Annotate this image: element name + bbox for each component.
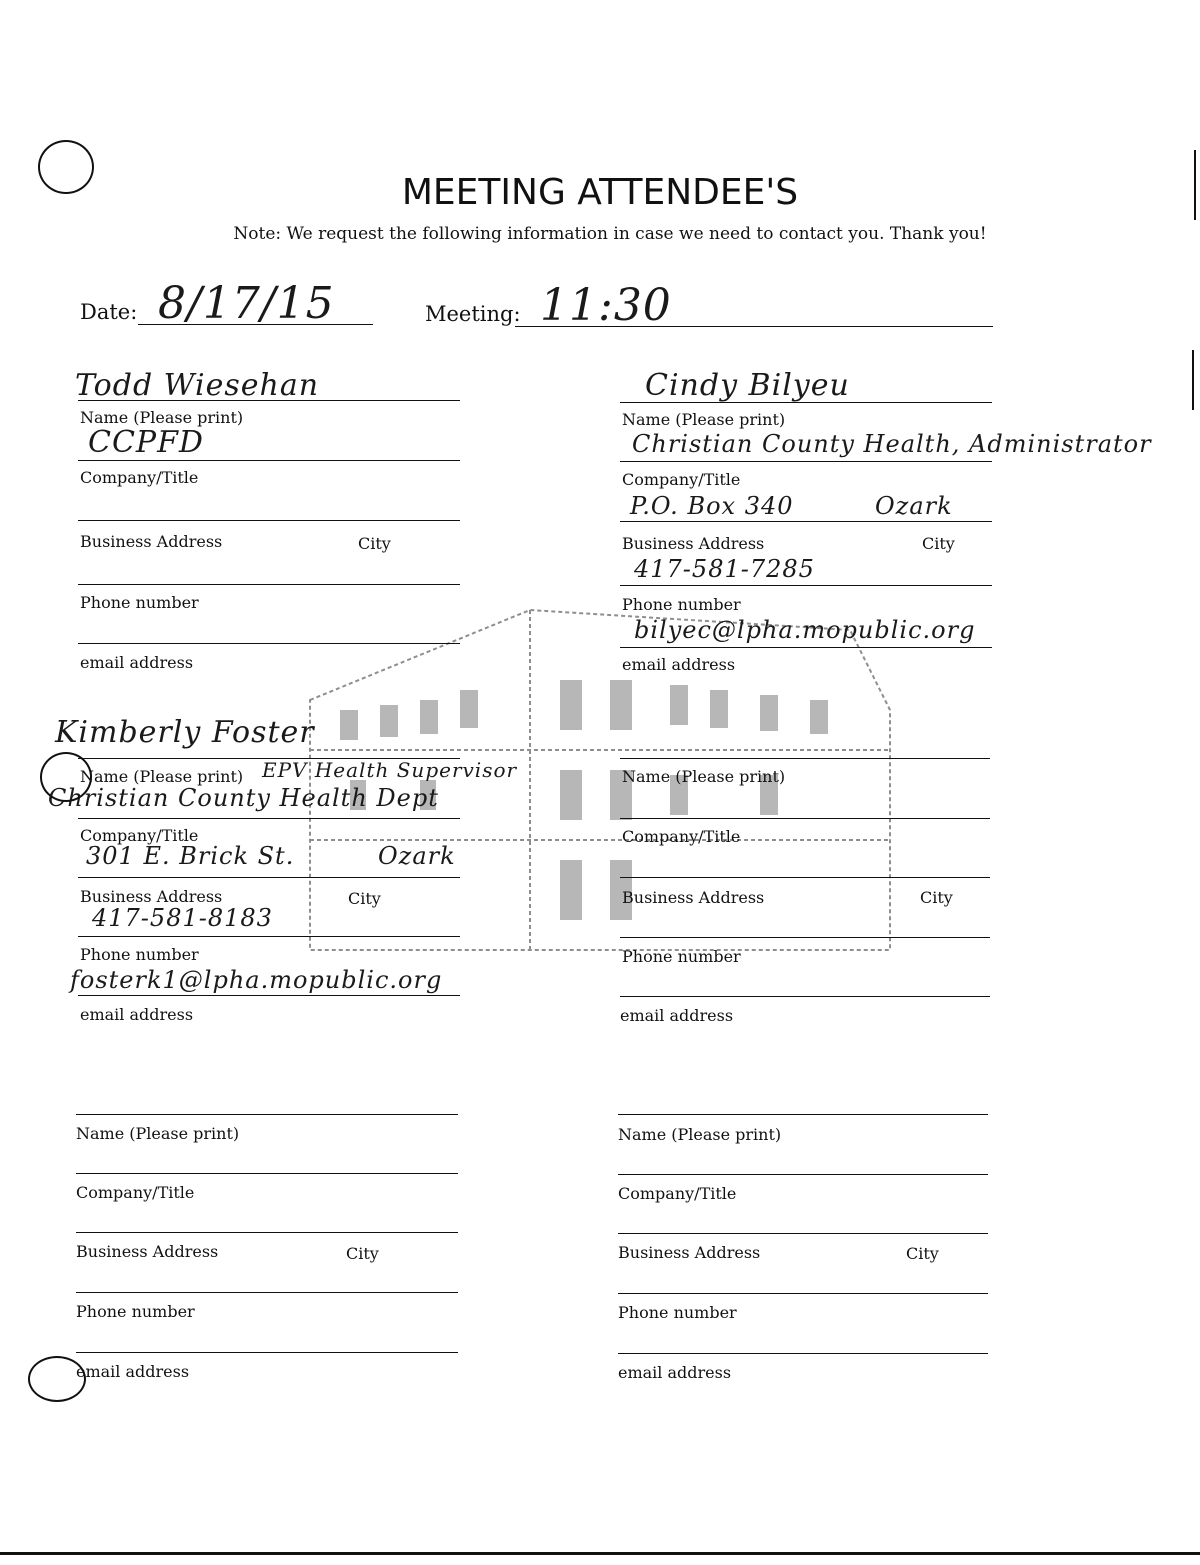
address-label: Business Address — [80, 532, 223, 551]
phone-line — [78, 584, 460, 585]
company-line — [78, 818, 460, 819]
attendee-city: Ozark — [875, 492, 953, 520]
date-value: 8/17/15 — [158, 278, 335, 329]
address-line — [620, 877, 990, 878]
attendee-name: Todd Wiesehan — [75, 368, 320, 403]
address-line — [78, 877, 460, 878]
address-label: Business Address — [622, 888, 765, 907]
attendee-city: Ozark — [378, 842, 456, 870]
email-label: email address — [620, 1006, 734, 1025]
phone-label: Phone number — [622, 595, 741, 614]
company-line — [620, 461, 992, 462]
phone-label: Phone number — [618, 1303, 737, 1322]
email-line — [620, 647, 992, 648]
attendee-phone: 417-581-8183 — [92, 904, 273, 932]
city-label: City — [358, 534, 391, 553]
meeting-label: Meeting: — [425, 302, 521, 326]
scan-right-edge — [1192, 350, 1194, 410]
hole-punch-mark — [38, 140, 94, 194]
email-label: email address — [80, 653, 194, 672]
email-label: email address — [618, 1363, 732, 1382]
page-title: MEETING ATTENDEE'S — [401, 172, 799, 213]
attendee-company: CCPFD — [88, 425, 204, 460]
city-label: City — [906, 1244, 939, 1263]
email-line — [78, 643, 460, 644]
company-line — [76, 1173, 458, 1174]
company-label: Company/Title — [622, 470, 741, 489]
city-label: City — [922, 534, 955, 553]
address-line — [618, 1233, 988, 1234]
email-line — [76, 1352, 458, 1353]
phone-line — [78, 936, 460, 937]
phone-line — [620, 937, 990, 938]
name-line — [78, 400, 460, 401]
phone-label: Phone number — [622, 947, 741, 966]
address-label: Business Address — [76, 1242, 219, 1261]
date-label: Date: — [80, 300, 138, 324]
name-label: Name (Please print) — [76, 1124, 240, 1143]
company-label: Company/Title — [80, 468, 199, 487]
phone-label: Phone number — [76, 1302, 195, 1321]
name-label: Name (Please print) — [80, 408, 244, 427]
attendee-title-note: EPV Health Supervisor — [262, 758, 518, 782]
company-line — [618, 1174, 988, 1175]
name-label: Name (Please print) — [618, 1125, 782, 1144]
company-line — [78, 460, 460, 461]
city-label: City — [346, 1244, 379, 1263]
attendee-email: fosterk1@lpha.mopublic.org — [70, 966, 443, 994]
phone-line — [618, 1293, 988, 1294]
phone-label: Phone number — [80, 945, 199, 964]
attendee-name: Cindy Bilyeu — [645, 368, 850, 403]
phone-line — [620, 585, 992, 586]
city-label: City — [920, 888, 953, 907]
email-label: email address — [80, 1005, 194, 1024]
hole-punch-mark — [28, 1356, 86, 1402]
company-label: Company/Title — [618, 1184, 737, 1203]
name-label: Name (Please print) — [622, 767, 786, 786]
email-line — [78, 995, 460, 996]
phone-label: Phone number — [80, 593, 199, 612]
company-label: Company/Title — [80, 826, 199, 845]
name-line — [620, 402, 992, 403]
address-label: Business Address — [618, 1243, 761, 1262]
address-label: Business Address — [80, 887, 223, 906]
company-label: Company/Title — [622, 827, 741, 846]
attendee-address: P.O. Box 340 — [630, 492, 794, 520]
email-label: email address — [622, 655, 736, 674]
attendee-name: Kimberly Foster — [55, 715, 315, 750]
attendee-phone: 417-581-7285 — [634, 555, 815, 583]
address-label: Business Address — [622, 534, 765, 553]
meeting-value: 11:30 — [540, 280, 672, 331]
hole-punch-mark — [40, 752, 92, 802]
name-line — [76, 1114, 458, 1115]
company-line — [620, 818, 990, 819]
note-text: Note: We request the following information in case we need to contact you. Thank you! — [233, 224, 987, 244]
company-label: Company/Title — [76, 1183, 195, 1202]
scan-right-edge — [1194, 150, 1196, 220]
name-line — [618, 1114, 988, 1115]
name-line — [620, 758, 990, 759]
phone-line — [76, 1292, 458, 1293]
attendee-address: 301 E. Brick St. — [86, 842, 295, 870]
name-label: Name (Please print) — [80, 767, 244, 786]
email-line — [618, 1353, 988, 1354]
city-label: City — [348, 889, 381, 908]
name-label: Name (Please print) — [622, 410, 786, 429]
email-line — [620, 996, 990, 997]
attendee-company: Christian County Health Dept — [48, 784, 439, 812]
scan-bottom-edge — [0, 1552, 1200, 1555]
attendee-company: Christian County Health, Administrator — [632, 430, 1152, 458]
attendee-email: bilyec@lpha.mopublic.org — [634, 616, 976, 644]
address-line — [620, 521, 992, 522]
address-line — [78, 520, 460, 521]
address-line — [76, 1232, 458, 1233]
email-label: email address — [76, 1362, 190, 1381]
